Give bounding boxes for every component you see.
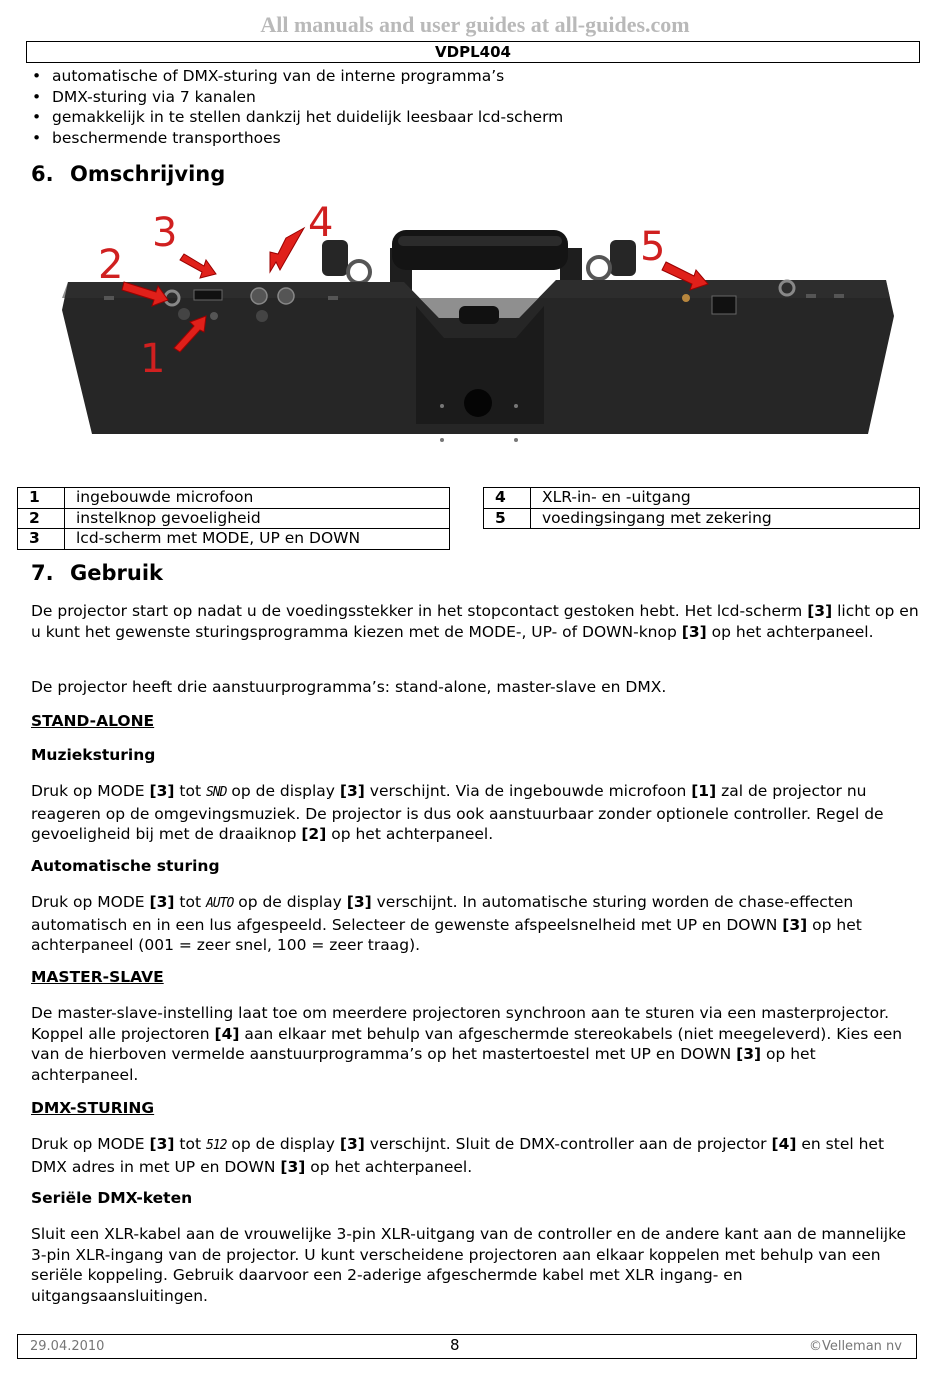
- arrow-3: [180, 254, 216, 278]
- subheading-auto: Automatische sturing: [31, 857, 220, 875]
- lcd-text: 512: [205, 1138, 227, 1153]
- screw: [514, 404, 518, 408]
- section-title: Omschrijving: [70, 162, 226, 186]
- screw: [514, 438, 518, 442]
- screw: [440, 404, 444, 408]
- subheading-serial-dmx: Seriële DMX-keten: [31, 1189, 193, 1207]
- handle-highlight: [398, 236, 562, 246]
- header-model: VDPL404: [26, 41, 920, 63]
- vent-slot: [328, 296, 338, 300]
- legend-row: [484, 508, 920, 529]
- feature-item: • gemakkelijk in te stellen dankzij het duidelijk leesbaar lcd-scherm: [30, 107, 563, 128]
- lcd-display: [194, 290, 222, 300]
- section-title: Gebruik: [70, 561, 163, 585]
- paragraph: De projector start op nadat u de voedingsstekker in het stopcontact gestoken hebt. Het lcd-scherm [3] licht op en u kunt het gewenste sturingsprogramma kiezen met de MODE-, UP- of DOWN-knop [3] op het achterpaneel.: [31, 602, 919, 641]
- feature-item: • beschermende transporthoes: [30, 128, 563, 149]
- lcd-text: SND: [205, 785, 227, 800]
- callout-number: 3: [152, 210, 178, 256]
- section-heading-usage: [31, 561, 163, 585]
- arrow-4: [270, 228, 304, 272]
- callout-number: 4: [308, 200, 334, 246]
- xlr-out: [278, 288, 294, 304]
- subheading-standalone: STAND-ALONE: [31, 712, 155, 730]
- power-inlet: [712, 296, 736, 314]
- legend-row: [18, 508, 450, 529]
- device-photo: [54, 198, 898, 460]
- vent-slot: [104, 296, 114, 300]
- legend-text: ingebouwde microfoon: [65, 488, 450, 509]
- screw: [440, 438, 444, 442]
- vent-slot: [834, 294, 844, 298]
- washer-left: [348, 261, 370, 283]
- paragraph: Sluit een XLR-kabel aan de vrouwelijke 3-pin XLR-uitgang van de controller en de andere kant aan de mannelijke 3-pin XLR-ingang van de projector. U kunt verscheidene projectoren aan elkaar koppelen met behulp van een seriële koppeling. Gebruik daarvoor een 2-aderige afgeschermde kabel met XLR ingang- en uitgangsaansluitingen.: [31, 1225, 907, 1305]
- paragraph: De projector heeft drie aanstuurprogramma’s: stand-alone, master-slave en DMX.: [31, 678, 667, 696]
- paragraph: Druk op MODE [3] tot 512 op de display [3] verschijnt. Sluit de DMX-controller aan de projector [4] en stel het DMX adres in met UP en DOWN [3] op het achterpaneel.: [31, 1135, 885, 1176]
- legend-row: [18, 488, 450, 509]
- footer-date: 29.04.2010: [30, 1339, 105, 1354]
- section-heading-description: [31, 162, 225, 186]
- jack-socket: [256, 310, 268, 322]
- section-number: 6.: [31, 162, 54, 186]
- fuse-holder: [682, 294, 690, 302]
- vent-slot: [806, 294, 816, 298]
- section-number: 7.: [31, 561, 54, 585]
- subheading-music: Muzieksturing: [31, 746, 156, 764]
- legend-text: lcd-scherm met MODE, UP en DOWN: [65, 529, 450, 550]
- legend-table-right: [483, 487, 920, 529]
- legend-table-left: [17, 487, 450, 550]
- paragraph: Druk op MODE [3] tot AUTO op de display [3] verschijnt. In automatische sturing worden de chase-effecten automatisch en in een lus afgespeeld. Selecteer de gewenste afspeelsnelheid met UP en DOWN [3] op het achterpaneel (001 = zeer snel, 100 = zeer traag).: [31, 893, 862, 955]
- watermark: All manuals and user guides at all-guides.com: [260, 12, 690, 37]
- callout-number: 1: [140, 336, 166, 382]
- legend-row: [484, 488, 920, 509]
- legend-number: 5: [484, 508, 531, 529]
- feature-list: [30, 66, 563, 148]
- footer-copyright: ©Velleman nv: [808, 1339, 902, 1354]
- washer-right: [588, 257, 610, 279]
- microphone: [210, 312, 218, 320]
- legend-number: 1: [18, 488, 65, 509]
- legend-number: 3: [18, 529, 65, 550]
- callout-number: 2: [98, 242, 124, 288]
- legend-row: [18, 529, 450, 550]
- lens-opening: [464, 389, 492, 417]
- paragraph: De master-slave-instelling laat toe om meerdere projectoren synchroon aan te sturen via een masterprojector. Koppel alle projectoren [4] aan elkaar met behulp van afgeschermde stereokabels (niet meegeleverd). Kies een van de hierboven vermelde aanstuurprogramma’s op het mastertoestel met UP en DOWN [3] op het achterpaneel.: [31, 1004, 903, 1084]
- legend-text: instelknop gevoeligheid: [65, 508, 450, 529]
- subheading-master-slave: MASTER-SLAVE: [31, 968, 164, 986]
- center-knob: [459, 306, 499, 324]
- knob-right: [610, 240, 636, 276]
- legend-number: 2: [18, 508, 65, 529]
- lcd-text: AUTO: [205, 896, 234, 911]
- sensitivity-knob: [178, 308, 190, 320]
- legend-text: XLR-in- en -uitgang: [531, 488, 920, 509]
- feature-item: • automatische of DMX-sturing van de interne programma’s: [30, 66, 563, 87]
- footer: [17, 1334, 917, 1359]
- legend-number: 4: [484, 488, 531, 509]
- xlr-in: [251, 288, 267, 304]
- callout-number: 5: [640, 224, 666, 270]
- page-number: 8: [450, 1336, 460, 1354]
- legend-text: voedingsingang met zekering: [531, 508, 920, 529]
- feature-item: • DMX-sturing via 7 kanalen: [30, 87, 563, 108]
- paragraph: Druk op MODE [3] tot SND op de display [3] verschijnt. Via de ingebouwde microfoon [1] zal de projector nu reageren op de omgevingsmuziek. De projector is dus ook aanstuurbaar zonder optionele controller. Regel de gevoeligheid bij met de draaiknop [2] op het achterpaneel.: [31, 782, 884, 844]
- subheading-dmx: DMX-STURING: [31, 1099, 155, 1117]
